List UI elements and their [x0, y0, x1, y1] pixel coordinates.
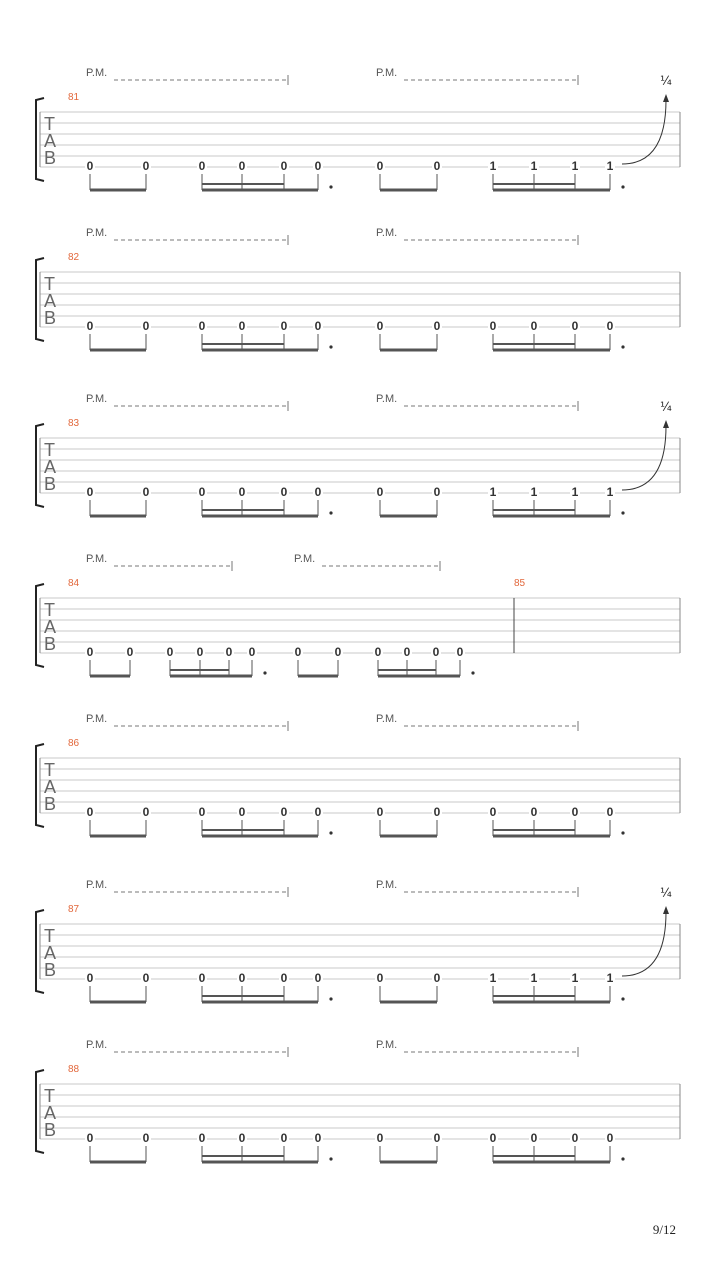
- tab-clef-letter: A: [44, 1103, 57, 1123]
- rhythm-dot: [329, 345, 332, 348]
- tab-clef-letter: B: [44, 148, 57, 168]
- tab-clef-letter: A: [44, 457, 57, 477]
- fret-number: 0: [225, 645, 233, 659]
- bend-arrowhead: [663, 906, 669, 914]
- rhythm-dot: [621, 345, 624, 348]
- fret-number: 0: [530, 319, 538, 333]
- palm-mute-label: P.M.: [376, 393, 398, 405]
- fret-number: 0: [314, 1131, 322, 1145]
- palm-mute-label: P.M.: [86, 713, 108, 725]
- tab-system: [36, 553, 680, 676]
- fret-number: 1: [489, 159, 497, 173]
- fret-number: 0: [376, 159, 384, 173]
- fret-number: 0: [142, 485, 150, 499]
- fret-number: 0: [86, 485, 94, 499]
- tab-system: [36, 879, 680, 1002]
- bar-number: 87: [68, 904, 80, 915]
- palm-mute-label: P.M.: [86, 227, 108, 239]
- tab-system: [36, 393, 680, 516]
- fret-number: 0: [376, 319, 384, 333]
- fret-number: 0: [142, 805, 150, 819]
- fret-number: 1: [571, 971, 579, 985]
- fret-number: 1: [489, 485, 497, 499]
- rhythm-dot: [329, 511, 332, 514]
- tab-clef-letter: A: [44, 617, 57, 637]
- rhythm-dot: [329, 1157, 332, 1160]
- tab-clef-letter: A: [44, 943, 57, 963]
- palm-mute-label: P.M.: [86, 67, 108, 79]
- rhythm-dot: [471, 671, 474, 674]
- page-number: 9/12: [652, 1222, 676, 1237]
- fret-number: 0: [571, 805, 579, 819]
- fret-number: 0: [314, 805, 322, 819]
- fret-number: 0: [374, 645, 382, 659]
- fret-number: 0: [126, 645, 134, 659]
- bar-number: 81: [68, 92, 80, 103]
- palm-mute-label: P.M.: [294, 553, 316, 565]
- fret-number: 1: [571, 159, 579, 173]
- tab-system: [36, 67, 680, 190]
- tab-clef-letter: A: [44, 131, 57, 151]
- fret-number: 0: [606, 805, 614, 819]
- fret-number: 0: [433, 805, 441, 819]
- fret-number: 1: [530, 485, 538, 499]
- rhythm-dot: [621, 997, 624, 1000]
- fret-number: 0: [314, 485, 322, 499]
- fret-number: 0: [294, 645, 302, 659]
- fret-number: 0: [432, 645, 440, 659]
- fret-number: 0: [86, 159, 94, 173]
- fret-number: 0: [376, 485, 384, 499]
- fret-number: 0: [530, 1131, 538, 1145]
- fret-number: 1: [571, 485, 579, 499]
- fret-number: 0: [238, 1131, 246, 1145]
- fret-number: 0: [489, 805, 497, 819]
- fret-number: 0: [571, 1131, 579, 1145]
- fret-number: 0: [86, 1131, 94, 1145]
- fret-number: 0: [86, 805, 94, 819]
- fret-number: 0: [142, 971, 150, 985]
- bend-amount-label: ¼: [660, 400, 672, 414]
- fret-number: 0: [198, 971, 206, 985]
- fret-number: 0: [334, 645, 342, 659]
- fret-number: 0: [606, 1131, 614, 1145]
- tab-clef-letter: T: [44, 274, 55, 294]
- palm-mute-label: P.M.: [86, 553, 108, 565]
- fret-number: 0: [314, 159, 322, 173]
- palm-mute-label: P.M.: [376, 67, 398, 79]
- tab-system: [36, 713, 680, 836]
- fret-number: 1: [530, 159, 538, 173]
- fret-number: 0: [433, 1131, 441, 1145]
- fret-number: 1: [606, 971, 614, 985]
- palm-mute-label: P.M.: [376, 1039, 398, 1051]
- bend-curve: [622, 912, 666, 976]
- bar-number: 88: [68, 1064, 80, 1075]
- fret-number: 1: [606, 159, 614, 173]
- tab-clef-letter: B: [44, 308, 57, 328]
- fret-number: 0: [280, 1131, 288, 1145]
- rhythm-dot: [329, 185, 332, 188]
- tab-clef-letter: T: [44, 926, 55, 946]
- fret-number: 0: [433, 485, 441, 499]
- bend-arrowhead: [663, 420, 669, 428]
- fret-number: 0: [248, 645, 256, 659]
- fret-number: 0: [280, 319, 288, 333]
- fret-number: 0: [86, 645, 94, 659]
- rhythm-dot: [621, 185, 624, 188]
- bend-curve: [622, 426, 666, 490]
- tab-clef-letter: B: [44, 474, 57, 494]
- fret-number: 0: [166, 645, 174, 659]
- fret-number: 0: [280, 159, 288, 173]
- fret-number: 0: [198, 485, 206, 499]
- fret-number: 0: [433, 971, 441, 985]
- bend-curve: [622, 100, 666, 164]
- rhythm-dot: [263, 671, 266, 674]
- fret-number: 0: [433, 319, 441, 333]
- tab-clef-letter: T: [44, 114, 55, 134]
- tab-system: [36, 227, 680, 350]
- tab-clef-letter: B: [44, 1120, 57, 1140]
- fret-number: 0: [314, 971, 322, 985]
- fret-number: 0: [433, 159, 441, 173]
- fret-number: 0: [198, 159, 206, 173]
- fret-number: 0: [456, 645, 464, 659]
- tab-clef-letter: T: [44, 440, 55, 460]
- palm-mute-label: P.M.: [376, 227, 398, 239]
- tab-system: [36, 1039, 680, 1162]
- fret-number: 0: [198, 319, 206, 333]
- tab-clef-letter: T: [44, 600, 55, 620]
- fret-number: 0: [489, 1131, 497, 1145]
- fret-number: 0: [142, 159, 150, 173]
- tab-clef-letter: T: [44, 1086, 55, 1106]
- fret-number: 0: [238, 159, 246, 173]
- palm-mute-label: P.M.: [86, 879, 108, 891]
- bar-number: 86: [68, 738, 80, 749]
- fret-number: 0: [142, 319, 150, 333]
- bar-number: 84: [68, 578, 80, 589]
- bend-amount-label: ¼: [660, 74, 672, 88]
- palm-mute-label: P.M.: [376, 879, 398, 891]
- rhythm-dot: [621, 831, 624, 834]
- fret-number: 0: [571, 319, 579, 333]
- fret-number: 1: [489, 971, 497, 985]
- bend-arrowhead: [663, 94, 669, 102]
- fret-number: 1: [530, 971, 538, 985]
- fret-number: 0: [280, 485, 288, 499]
- bar-number: 82: [68, 252, 80, 263]
- fret-number: 0: [198, 1131, 206, 1145]
- fret-number: 0: [142, 1131, 150, 1145]
- tab-clef-letter: A: [44, 291, 57, 311]
- rhythm-dot: [329, 997, 332, 1000]
- bar-number: 85: [514, 578, 526, 589]
- fret-number: 1: [606, 485, 614, 499]
- fret-number: 0: [238, 485, 246, 499]
- fret-number: 0: [198, 805, 206, 819]
- fret-number: 0: [238, 971, 246, 985]
- fret-number: 0: [489, 319, 497, 333]
- bar-number: 83: [68, 418, 80, 429]
- palm-mute-label: P.M.: [86, 1039, 108, 1051]
- fret-number: 0: [238, 805, 246, 819]
- fret-number: 0: [314, 319, 322, 333]
- fret-number: 0: [606, 319, 614, 333]
- fret-number: 0: [403, 645, 411, 659]
- tab-clef-letter: A: [44, 777, 57, 797]
- fret-number: 0: [196, 645, 204, 659]
- fret-number: 0: [376, 805, 384, 819]
- fret-number: 0: [530, 805, 538, 819]
- fret-number: 0: [280, 805, 288, 819]
- palm-mute-label: P.M.: [376, 713, 398, 725]
- fret-number: 0: [376, 1131, 384, 1145]
- palm-mute-label: P.M.: [86, 393, 108, 405]
- fret-number: 0: [376, 971, 384, 985]
- fret-number: 0: [238, 319, 246, 333]
- bend-amount-label: ¼: [660, 886, 672, 900]
- fret-number: 0: [86, 971, 94, 985]
- fret-number: 0: [86, 319, 94, 333]
- rhythm-dot: [621, 1157, 624, 1160]
- tab-clef-letter: B: [44, 794, 57, 814]
- tab-clef-letter: B: [44, 960, 57, 980]
- fret-number: 0: [280, 971, 288, 985]
- tab-clef-letter: T: [44, 760, 55, 780]
- tab-clef-letter: B: [44, 634, 57, 654]
- rhythm-dot: [621, 511, 624, 514]
- rhythm-dot: [329, 831, 332, 834]
